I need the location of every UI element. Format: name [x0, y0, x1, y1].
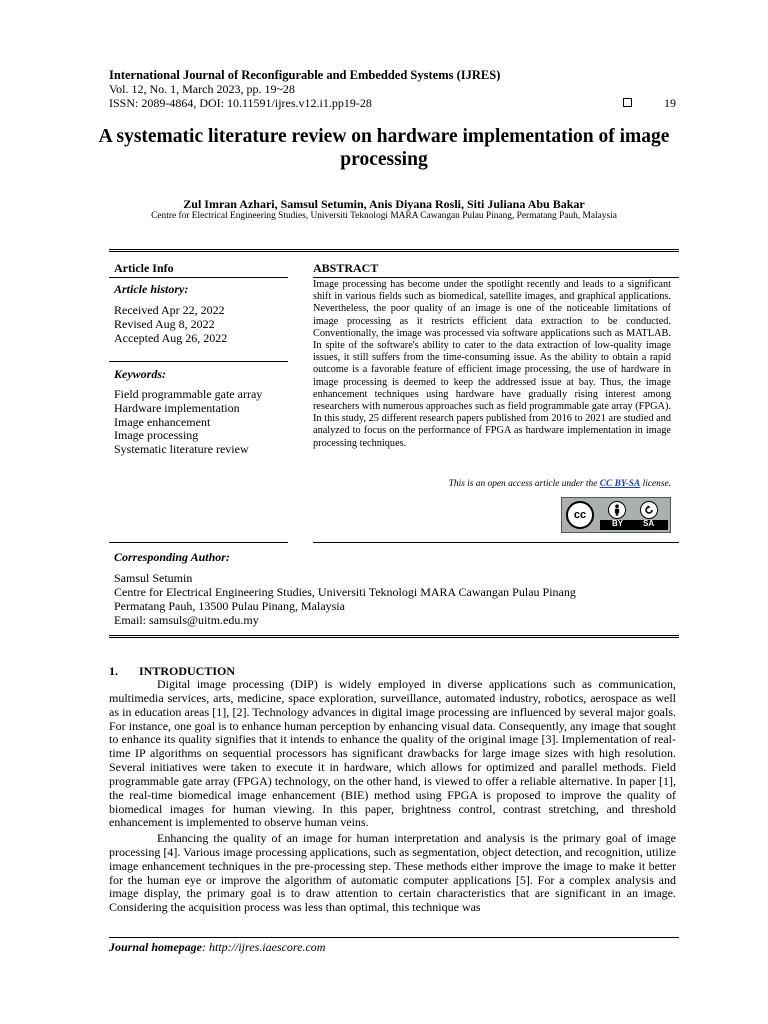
- badge-label-strip: [600, 520, 668, 530]
- author-affiliation: Centre for Electrical Engineering Studies, Universiti Teknologi MARA Cawangan Pulau Pinang, Permatang Pauh, Malaysia: [151, 211, 617, 221]
- abstract-rule: [313, 277, 679, 278]
- author-list: Zul Imran Azhari, Samsul Setumin, Anis Diyana Rosli, Siti Juliana Abu Bakar: [183, 197, 585, 211]
- keywords-heading: Keywords:: [114, 367, 166, 381]
- page-number: 19: [664, 96, 676, 110]
- journal-homepage-link[interactable]: http://ijres.iaescore.com: [209, 940, 326, 954]
- corresponding-left-rule: [109, 542, 288, 543]
- history-accepted: Accepted Aug 26, 2022: [114, 330, 228, 345]
- introduction-paragraph-1: [109, 678, 676, 830]
- share-alike-arrow-icon: [643, 504, 655, 516]
- keyword-item: Hardware implementation: [114, 400, 240, 415]
- corresponding-address-line2: Permatang Pauh, 13500 Pulau Pinang, Malaysia: [114, 599, 345, 613]
- introduction-paragraph-2-text: Enhancing the quality of an image for human interpretation and analysis is the primary goal of image processing [4]. Various image processing applications, such as segmentation, object detection, and recognition, utilize image enhancement techniques in the pre-processing step. These methods either improve the image to make it better for the human eye or improve the algorithm of automatic computer applications [5]. For a complex analysis and image display, the primary goal is to draw attention to certain characteristics that are significant in an image. Considering the acquisition process was less than optimal, this technique was: [109, 831, 676, 915]
- corresponding-email: Email: samsuls@uitm.edu.my: [114, 613, 259, 627]
- introduction-paragraph-2: [109, 832, 676, 915]
- history-revised: Revised Aug 8, 2022: [114, 316, 215, 331]
- volume-line: Vol. 12, No. 1, March 2023, pp. 19~28: [109, 82, 295, 96]
- attribution-person-icon: [608, 501, 626, 519]
- badge-sa-label: SA: [643, 519, 655, 528]
- keywords-list: [114, 388, 262, 457]
- abstract-text: Image processing has become under the spotlight recently and leads to a significant shift in various fields such as biomedical, satellite images, and graphical applications. Nevertheless, the poor quality of an image is one of the noticeable limitations of image processing as it restricts efficient data extraction to be conducted. Conventionally, the image was processed via software applications such as MATLAB. In spite of the software's ability to cater to the data extraction of low-quality image issues, it still suffers from the time-consuming issue. As the ability to obtain a rapid outcome is a favorable feature of efficient image processing, the use of hardware in image processing is deemed to keep the addressed issue at bay. Thus, the image enhancement techniques using hardware have gradually rising interest among researchers with numerous approaches such as field programmable gate array (FPGA). In this study, 25 different research papers published from 2016 to 2021 are studied and analyzed to focus on the performance of FPGA as hardware implementation in image processing techniques.: [313, 279, 671, 449]
- keyword-item: Systematic literature review: [114, 442, 249, 457]
- abstract-heading: ABSTRACT: [313, 261, 379, 275]
- creative-commons-icon: cc: [566, 501, 594, 529]
- history-received: Received Apr 22, 2022: [114, 303, 225, 317]
- keyword-item: Image processing: [114, 428, 199, 443]
- journal-homepage-label: Journal homepage: [109, 940, 203, 954]
- footer: [109, 940, 325, 955]
- footer-separator: :: [202, 940, 210, 954]
- corresponding-right-rule: [313, 542, 679, 543]
- paper-title: A systematic literature review on hardware implementation of image processing: [98, 126, 670, 170]
- license-suffix: license.: [640, 479, 671, 489]
- history-rule: [109, 361, 288, 362]
- corresponding-author-heading: Corresponding Author:: [114, 550, 230, 564]
- corresponding-name: Samsul Setumin: [114, 571, 193, 585]
- square-bullet-icon: [623, 98, 632, 107]
- journal-name: International Journal of Reconfigurable and Embedded Systems (IJRES): [109, 68, 501, 82]
- article-history-heading: Article history:: [114, 282, 189, 296]
- issn-doi-line: ISSN: 2089-4864, DOI: 10.11591/ijres.v12.i1.pp19-28: [109, 96, 372, 110]
- article-info-rule: [109, 277, 288, 278]
- keyword-item: Image enhancement: [114, 414, 211, 429]
- introduction-heading: 1. INTRODUCTION: [109, 664, 236, 678]
- top-rule: [109, 249, 679, 252]
- corresponding-address-line1: Centre for Electrical Engineering Studies, Universiti Teknologi MARA Cawangan Pulau Pinang: [114, 585, 576, 599]
- keyword-item: Field programmable gate array: [114, 387, 263, 401]
- article-history-list: [114, 304, 227, 345]
- license-statement: [313, 479, 671, 489]
- share-alike-icon: [640, 501, 658, 519]
- person-icon: [612, 504, 622, 516]
- introduction-paragraph-1-text: Digital image processing (DIP) is widely employed in diverse applications such as communication, multimedia services, arts, medicine, space exploration, surveillance, automated industry, robotics, aerospace as well as in education areas [1], [2]. Technology advances in digital image processing are influenced by several major goals. For instance, one goal is to enhance human perception by enhancing visual data. Consequently, any image that sought to enhance its quality signifies that it intends to enhance the quality of the original image [3]. Implementation of real-time IP algorithms on sequential processors has significant drawbacks for large image sizes with high resolution. Several initiatives were taken to execute it in hardware, which allows for optimized and parallel methods. Field programmable gate array (FPGA) technology, on the other hand, is viewed to offer a reliable alternative. In paper [1], the real-time biomedical image enhancement (BIE) method using FPGA is proposed to improve the quality of biomedical images for human viewing. In this paper, brightness control, contrast stretching, and threshold enhancement is implemented to observe human veins.: [109, 677, 676, 830]
- license-prefix: This is an open access article under the: [448, 479, 600, 489]
- bottom-info-rule: [109, 635, 679, 638]
- cc-by-sa-link[interactable]: CC BY-SA: [599, 479, 641, 489]
- article-info-heading: Article Info: [114, 261, 174, 275]
- badge-by-label: BY: [612, 519, 624, 528]
- footer-rule: [109, 937, 679, 938]
- cc-license-badge[interactable]: [561, 497, 671, 533]
